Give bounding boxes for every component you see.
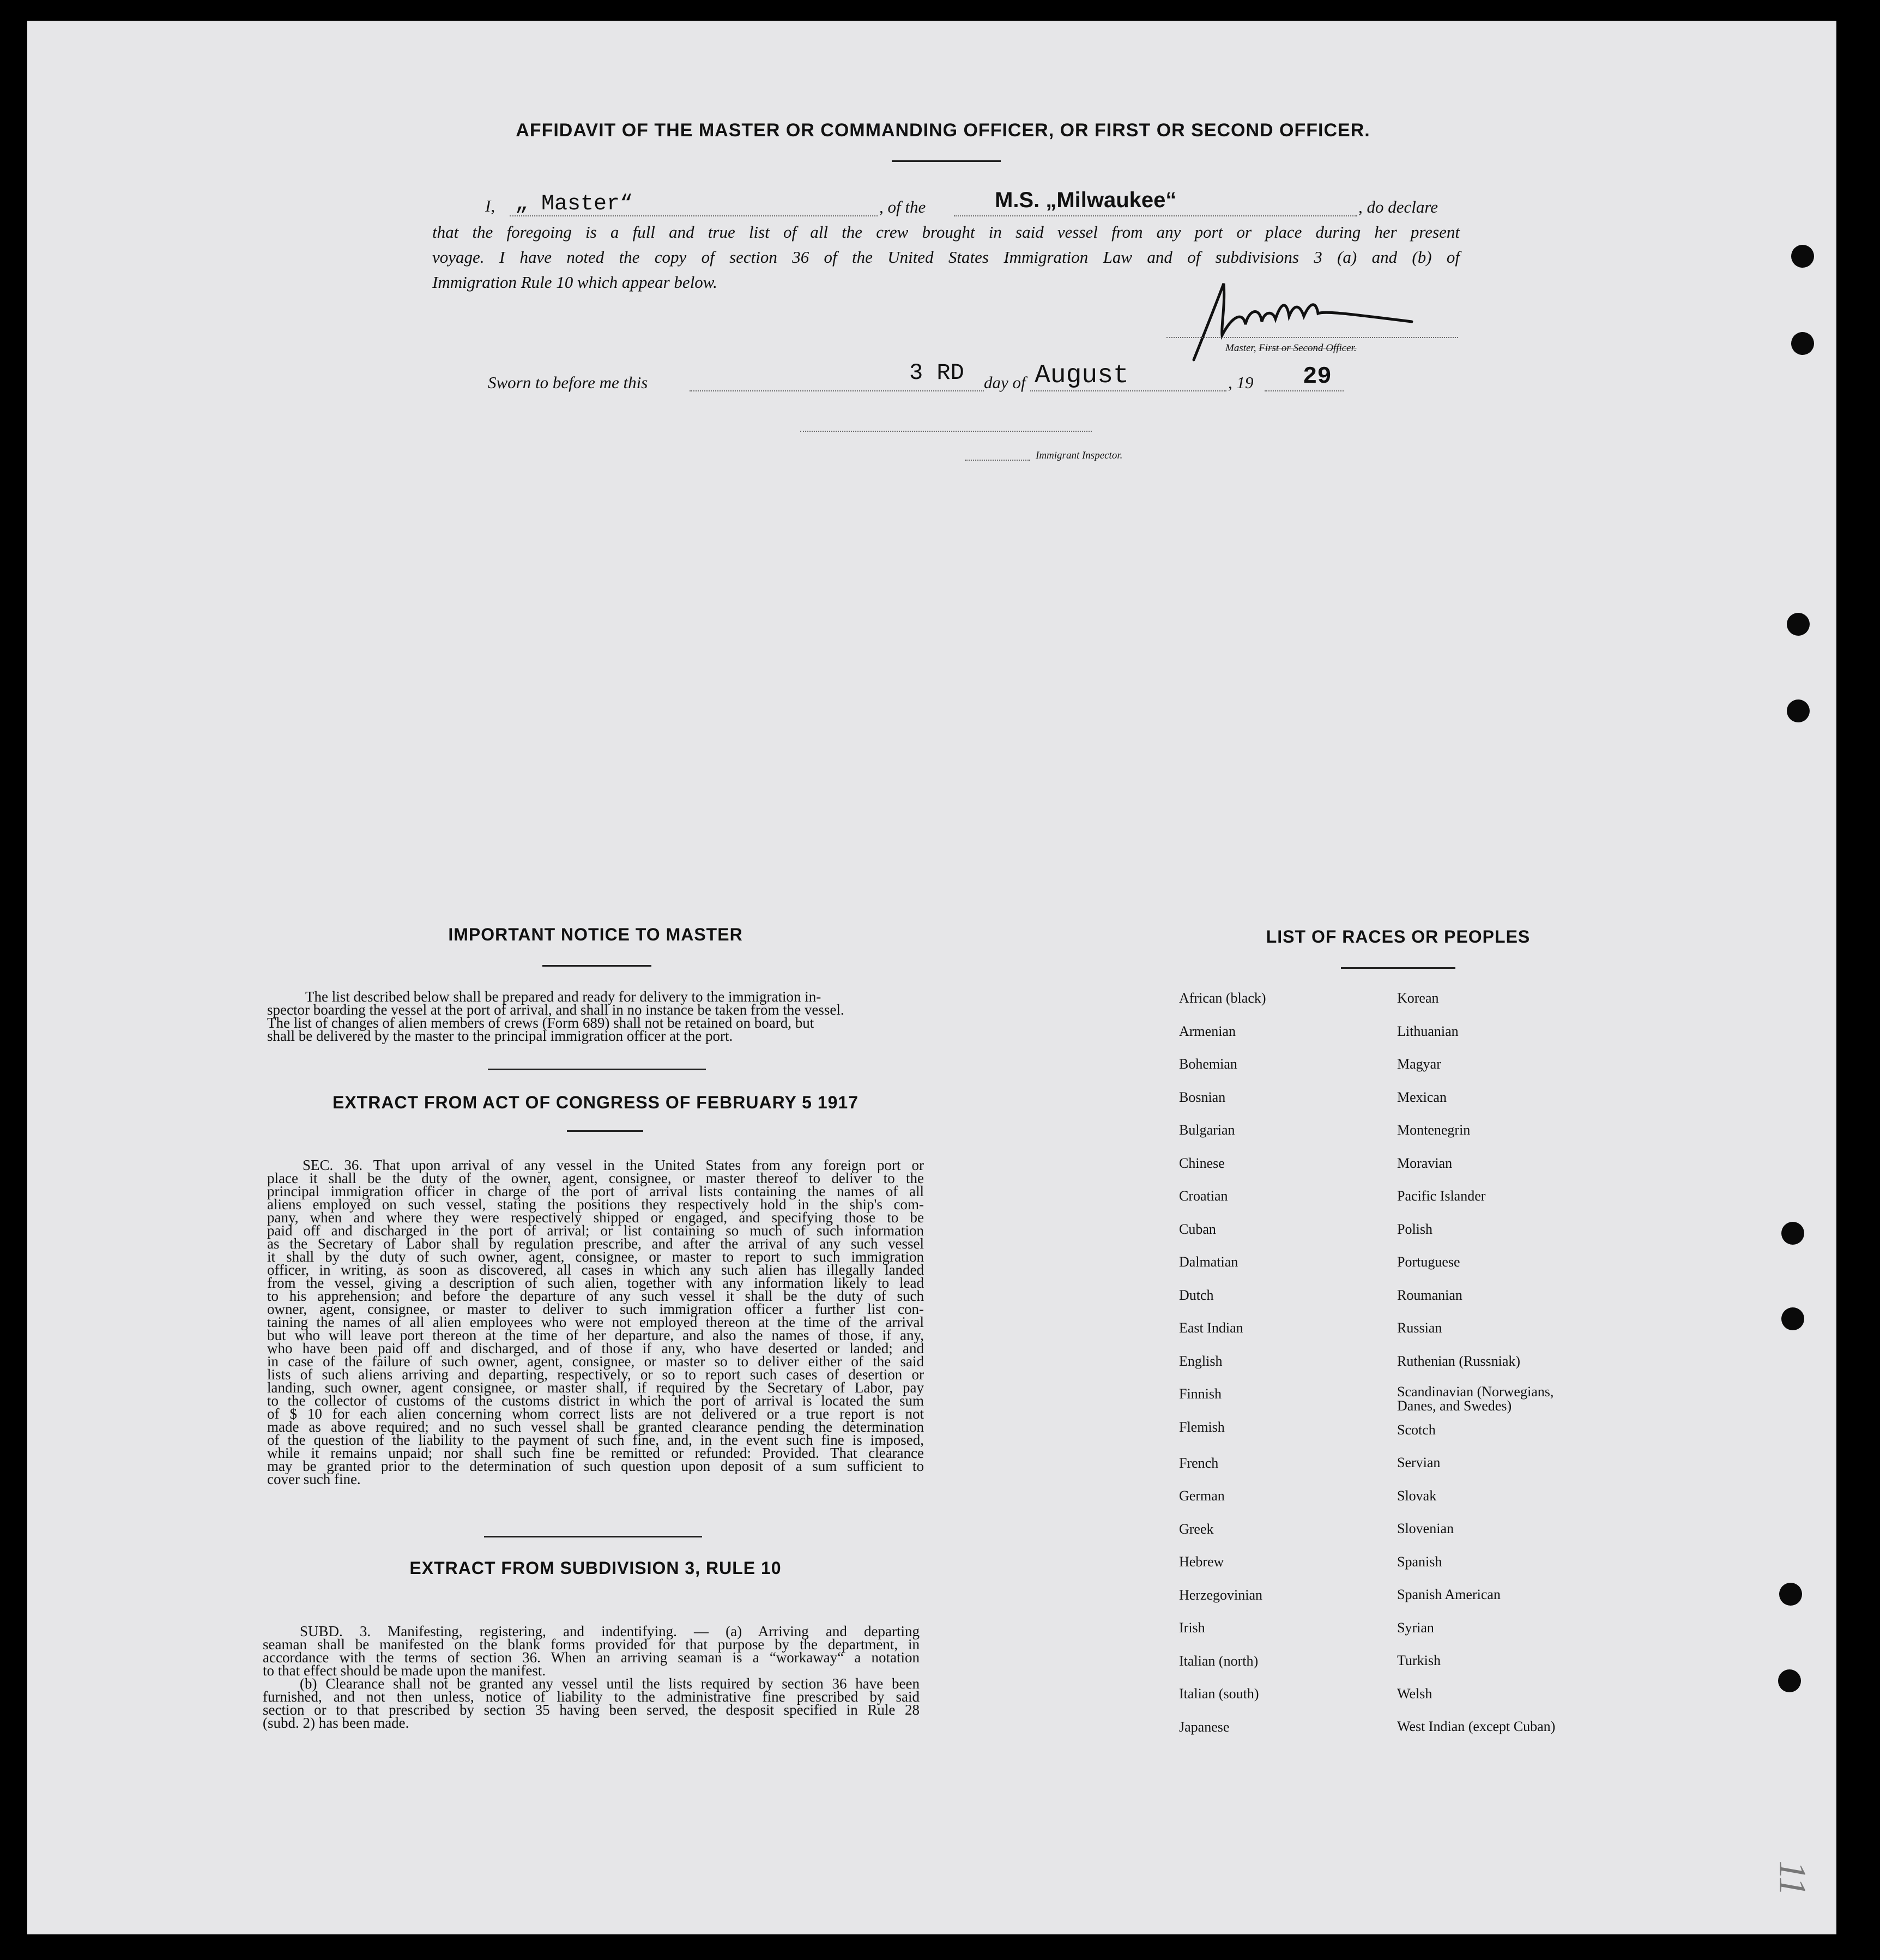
divider — [1341, 967, 1455, 969]
race-item: Syrian — [1397, 1619, 1434, 1636]
signature-caption-struck: First or Second Officer. — [1259, 342, 1357, 354]
punch-hole — [1779, 1583, 1802, 1606]
punch-hole — [1781, 1222, 1804, 1245]
race-item: African (black) — [1179, 990, 1266, 1006]
congress-line: principal immigration officer in charge of the port of arrival lists containing the names of all — [267, 1183, 924, 1199]
race-item: Spanish American — [1397, 1587, 1501, 1602]
month-value: August — [1035, 361, 1129, 390]
congress-line: while it remains unpaid; nor shall such fine be remitted or refunded: Provided. That clearance — [267, 1445, 924, 1461]
affidavit-line-4: Immigration Rule 10 which appear below. — [432, 273, 717, 292]
congress-extract-title: EXTRACT FROM ACT OF CONGRESS OF FEBRUARY 5 1917 — [332, 1093, 859, 1112]
race-item: Welsh — [1397, 1685, 1432, 1702]
race-item: Magyar — [1397, 1056, 1441, 1072]
rule-line: (b) Clearance shall not be granted any vessel until the lists required by section 36 have been — [300, 1675, 920, 1692]
rule-line: to that effect should be made upon the manifest. — [263, 1662, 546, 1679]
race-item: Italian (south) — [1179, 1686, 1259, 1702]
race-item: Scotch — [1397, 1421, 1436, 1438]
rule-line: furnished, and not then unless, notice of liability to the administrative fine prescribed by said — [263, 1688, 920, 1705]
race-item: Russian — [1397, 1320, 1442, 1336]
race-item: Greek — [1179, 1521, 1214, 1537]
day-of-label: day of — [984, 373, 1026, 392]
congress-line: owner, agent, consignee, or master to deliver to such immigration officer a further list con- — [267, 1301, 924, 1317]
divider — [484, 1536, 702, 1537]
race-item: Servian — [1397, 1455, 1441, 1470]
race-item: Ruthenian (Russniak) — [1397, 1353, 1521, 1369]
punch-hole — [1787, 613, 1810, 636]
race-item: Lithuanian — [1397, 1023, 1459, 1039]
race-item: Japanese — [1179, 1718, 1230, 1735]
punch-hole — [1787, 699, 1810, 722]
race-item: Moravian — [1397, 1155, 1453, 1171]
notice-line: The list of changes of alien members of crews (Form 689) shall not be retained on board, but — [267, 1015, 814, 1031]
congress-line: aliens employed on such vessel, stating the positions they respectively hold in the ship's com- — [267, 1196, 924, 1213]
races-left-column — [1179, 991, 1266, 1753]
rule-line: seaman shall be manifested on the blank forms provided for that purpose by the department, in — [263, 1636, 920, 1653]
race-item: Scandinavian (Norwegians, Danes, and Swedes) — [1397, 1383, 1554, 1414]
race-item: Dutch — [1179, 1287, 1214, 1303]
race-item: East Indian — [1179, 1320, 1243, 1336]
day-value: 3 RD — [909, 360, 964, 386]
congress-line: who have been paid off and discharged, and of those if any, who have deserted or landed; and — [267, 1340, 924, 1356]
rule-line: section or to that prescribed by section 35 having been served, the desposit specified in Rule 28 — [263, 1702, 920, 1718]
congress-line: may be granted prior to the determination of such question upon deposit of a sum sufficient to — [267, 1458, 924, 1474]
divider — [488, 1069, 706, 1070]
divider — [542, 965, 651, 967]
master-value: „ Master“ — [515, 192, 633, 216]
year-value: 29 — [1303, 363, 1332, 390]
punch-hole — [1781, 1307, 1804, 1330]
month-line — [1030, 390, 1226, 391]
race-item: Cuban — [1179, 1221, 1216, 1237]
congress-line: SEC. 36. That upon arrival of any vessel in the United States from any foreign port or — [303, 1157, 924, 1173]
congress-line: from the vessel, giving a description of such alien, together with any information likely to lead — [267, 1275, 924, 1291]
rule-line: (subd. 2) has been made. — [263, 1715, 409, 1731]
year-prefix: , 19 — [1228, 373, 1254, 392]
notice-body — [267, 990, 924, 1042]
signature-caption — [1225, 342, 1357, 354]
congress-line: to his apprehension; and before the departure of any such vessel it shall be the duty of such — [267, 1288, 924, 1304]
race-item: Bosnian — [1179, 1089, 1226, 1105]
race-item: Hebrew — [1179, 1554, 1224, 1570]
punch-hole — [1778, 1669, 1801, 1692]
congress-line: place it shall be the duty of the owner, agent, consignee, or master thereof to deliver to the — [267, 1170, 924, 1186]
year-line — [1265, 390, 1344, 391]
congress-line: lists of such aliens arriving and departing, respectively, or so to report such cases of desertion or — [267, 1366, 924, 1383]
race-item: Spanish — [1397, 1553, 1442, 1570]
notice-line: spector boarding the vessel at the port of arrival, and shall in no instance be taken from the vessel. — [267, 1002, 844, 1018]
race-item: Finnish — [1179, 1386, 1222, 1402]
race-item: Pacific Islander — [1397, 1188, 1486, 1204]
race-item: Turkish — [1397, 1653, 1441, 1668]
congress-line: cover such fine. — [267, 1471, 361, 1487]
congress-line: taining the names of all alien employees who were not employed thereon at the time of the arrival — [267, 1314, 924, 1330]
i-label: I, — [485, 196, 495, 215]
congress-line: it shall by the duty of such owner, agent, consignee, or master to report to such immigration — [267, 1249, 924, 1265]
signature-line — [1166, 337, 1458, 338]
divider — [567, 1130, 643, 1132]
notice-line: shall be delivered by the master to the principal immigration officer at the port. — [267, 1028, 733, 1044]
race-item: Italian (north) — [1179, 1653, 1259, 1669]
day-line — [690, 390, 984, 391]
signature-caption-prefix: Master, — [1225, 342, 1259, 354]
race-item: Polish — [1397, 1221, 1433, 1237]
rule-extract-body — [263, 1625, 920, 1729]
race-item: Slovak — [1397, 1487, 1437, 1504]
sworn-label: Sworn to before me this — [488, 373, 648, 392]
congress-line: landing, such owner, agent consignee, or master shall, if required by the Secretary of Labor, pay — [267, 1379, 924, 1396]
race-item: Portuguese — [1397, 1254, 1460, 1270]
race-item: French — [1179, 1455, 1219, 1471]
race-item: Korean — [1397, 990, 1439, 1006]
margin-note: 11 — [1771, 1860, 1813, 1896]
congress-line: to the collector of customs of the customs district in which the port of arrival is located the sum — [267, 1392, 924, 1409]
rule-line: SUBD. 3. Manifesting, registering, and indentifying. — (a) Arriving and departing — [300, 1623, 920, 1639]
race-item: Irish — [1179, 1620, 1205, 1636]
inspector-signature-line — [800, 431, 1092, 432]
inspector-line-short — [965, 460, 1030, 461]
congress-line: paid off and discharged in the port of arrival; or list containing so much of such information — [267, 1222, 924, 1239]
race-item: English — [1179, 1353, 1223, 1369]
punch-hole — [1791, 245, 1814, 268]
race-item: German — [1179, 1488, 1225, 1504]
punch-hole — [1791, 332, 1814, 355]
race-item: Bohemian — [1179, 1056, 1237, 1072]
races-title: LIST OF RACES OR PEOPLES — [1266, 927, 1531, 946]
congress-extract-body — [267, 1159, 924, 1486]
race-item: Armenian — [1179, 1023, 1236, 1039]
races-right-column — [1397, 991, 1555, 1753]
congress-line: in case of the failure of such owner, agent, consignee, or master so to deliver either of the said — [267, 1353, 924, 1370]
affidavit-line-2: that the foregoing is a full and true list of all the crew brought in said vessel from any port or place during her present — [432, 222, 1460, 242]
rule-line: accordance with the terms of section 36. When an arriving seaman is a “workaway“ a notation — [263, 1649, 920, 1666]
race-item: Flemish — [1179, 1419, 1225, 1435]
congress-line: made as above required; and no such vessel shall be granted clearance pending the determination — [267, 1419, 924, 1435]
divider — [892, 160, 1001, 162]
race-item: Montenegrin — [1397, 1122, 1471, 1138]
of-the-label: , of the — [879, 197, 926, 216]
congress-line: pany, when and where they were respectively shipped or engaged, and specifying those to be — [267, 1209, 924, 1226]
race-item: West Indian (except Cuban) — [1397, 1718, 1556, 1734]
race-item: Bulgarian — [1179, 1122, 1235, 1138]
vessel-value: M.S. „Milwaukee“ — [995, 188, 1177, 212]
congress-line: as the Secretary of Labor shall by regulation prescribe, and after the arrival of any such vessel — [267, 1235, 924, 1252]
affidavit-title: AFFIDAVIT OF THE MASTER OR COMMANDING OFFICER, OR FIRST OR SECOND OFFICER. — [516, 120, 1370, 141]
vessel-line — [954, 215, 1357, 216]
race-item: Chinese — [1179, 1155, 1225, 1171]
congress-line: of $ 10 for each alien concerning whom correct lists are not delivered or a true report is not — [267, 1406, 924, 1422]
notice-line: The list described below shall be prepared and ready for delivery to the immigration in- — [305, 988, 821, 1005]
inspector-label: Immigrant Inspector. — [1036, 450, 1123, 461]
notice-title: IMPORTANT NOTICE TO MASTER — [448, 925, 743, 944]
do-declare-label: , do declare — [1358, 197, 1438, 216]
race-item: Dalmatian — [1179, 1254, 1238, 1270]
race-item: Roumanian — [1397, 1287, 1462, 1303]
race-item: Slovenian — [1397, 1521, 1454, 1536]
race-item: Mexican — [1397, 1089, 1447, 1105]
race-item: Herzegovinian — [1179, 1587, 1263, 1603]
congress-line: officer, in writing, as soon as discovered, all cases in which any such alien has illegally landed — [267, 1262, 924, 1278]
race-item: Croatian — [1179, 1188, 1228, 1204]
congress-line: of the question of the liability to the payment of such fine, and, in the event such fine is imposed, — [267, 1432, 924, 1448]
affidavit-line-3: voyage. I have noted the copy of section 36 of the United States Immigration Law and of subdivisions 3 (a) and (b) of — [432, 248, 1460, 267]
rule-extract-title: EXTRACT FROM SUBDIVISION 3, RULE 10 — [409, 1558, 782, 1578]
congress-line: but who will leave port thereon at the time of her departure, and also the names of those, if any, — [267, 1327, 924, 1343]
